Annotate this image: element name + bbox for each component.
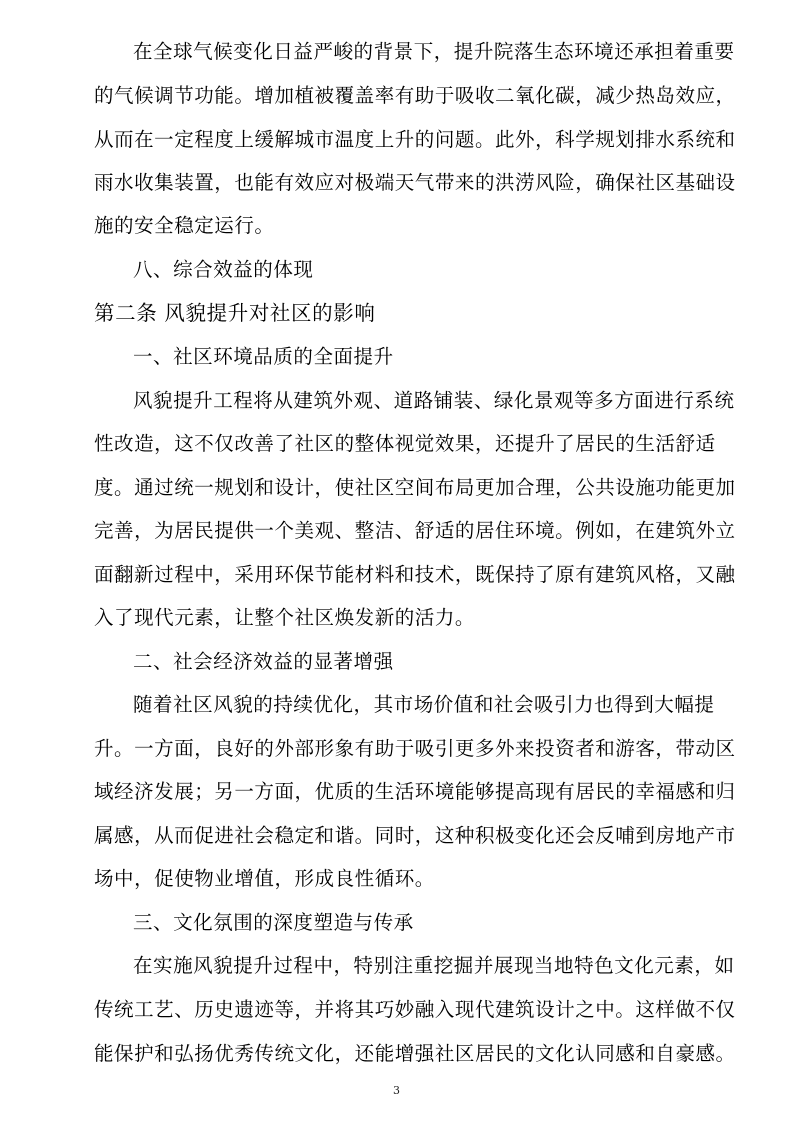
paragraph-economy-line-2: 升。一方面，良好的外部形象有助于吸引更多外来投资者和游客，带动区 [94,737,736,760]
paragraph-environment-line-3: 度。通过统一规划和设计，使社区空间布局更加合理，公共设施功能更加 [94,476,736,499]
paragraph-climate-line-5: 施的安全稳定运行。 [94,214,275,237]
paragraph-economy-line-1: 随着社区风貌的持续优化，其市场价值和社会吸引力也得到大幅提 [133,693,715,716]
paragraph-climate-line-1: 在全球气候变化日益严峻的背景下，提升院落生态环境还承担着重要 [133,40,735,63]
paragraph-environment-line-1: 风貌提升工程将从建筑外观、道路铺装、绿化景观等多方面进行系统 [133,389,735,412]
paragraph-environment-line-4: 完善，为居民提供一个美观、整洁、舒适的居住环境。例如，在建筑外立 [94,519,736,542]
paragraph-economy-line-3: 域经济发展；另一方面，优质的生活环境能够提高现有居民的幸福感和归 [94,780,736,803]
paragraph-economy-line-5: 场中，促使物业增值，形成良性循环。 [94,867,435,890]
paragraph-economy-line-4: 属感，从而促进社会稳定和谐。同时，这种积极变化还会反哺到房地产市 [94,824,736,847]
paragraph-environment-line-6: 入了现代元素，让整个社区焕发新的活力。 [94,606,475,629]
paragraph-culture-line-2: 传统工艺、历史遗迹等，并将其巧妙融入现代建筑设计之中。这样做不仅 [94,998,736,1021]
paragraph-climate-line-2: 的气候调节功能。增加植被覆盖率有助于吸收二氧化碳，减少热岛效应， [94,84,736,107]
paragraph-culture-line-1: 在实施风貌提升过程中，特别注重挖掘并展现当地特色文化元素，如 [133,954,735,977]
subsection-heading-2: 二、社会经济效益的显著增强 [133,650,394,673]
paragraph-climate-line-3: 从而在一定程度上缓解城市温度上升的问题。此外，科学规划排水系统和 [94,128,736,151]
section-heading-8: 八、综合效益的体现 [133,258,314,281]
paragraph-environment-line-2: 性改造，这不仅改善了社区的整体视觉效果，还提升了居民的生活舒适 [94,432,716,455]
subsection-heading-1: 一、社区环境品质的全面提升 [133,345,394,368]
page-number: 3 [393,1084,400,1097]
paragraph-culture-line-3: 能保护和弘扬优秀传统文化，还能增强社区居民的文化认同感和自豪感。 [94,1042,736,1065]
paragraph-environment-line-5: 面翻新过程中，采用环保节能材料和技术，既保持了原有建筑风格，又融 [94,563,736,586]
article-title: 第二条 风貌提升对社区的影响 [94,301,376,325]
subsection-heading-3: 三、文化氛围的深度塑造与传承 [133,911,414,934]
paragraph-climate-line-4: 雨水收集装置，也能有效应对极端天气带来的洪涝风险，确保社区基础设 [94,171,736,194]
